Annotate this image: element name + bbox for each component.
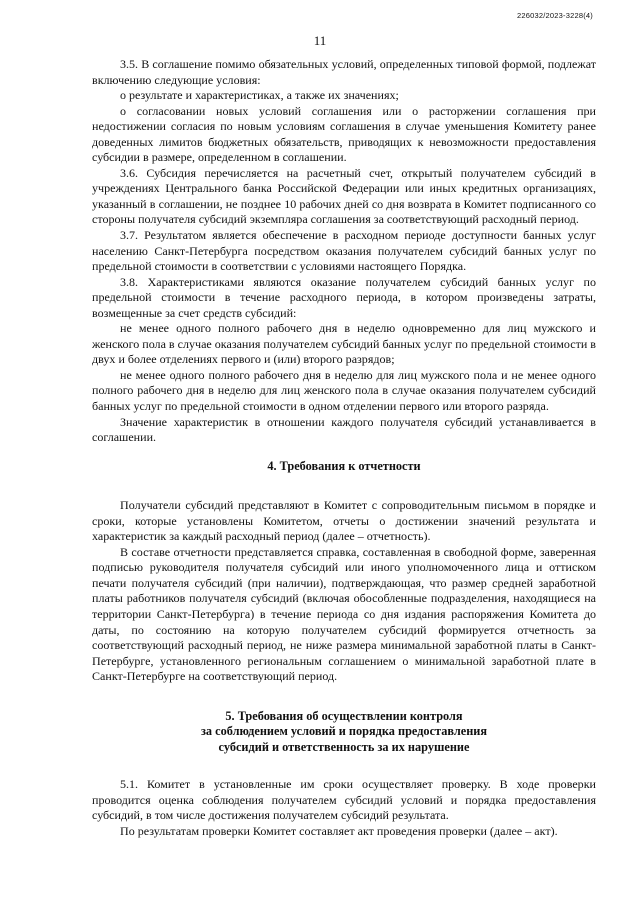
paragraph-5-1: 5.1. Комитет в установленные им сроки осуществляет проверку. В ходе проверки проводится оценка соблюдения получателем субсидий условий и порядка предоставления субсидий, в том числе достижения получателем субсидий результата.: [92, 777, 596, 823]
section-5-heading-line-1: 5. Требования об осуществлении контроля: [225, 708, 463, 723]
section-5-heading-line-3: субсидий и ответственность за их нарушение: [218, 739, 470, 754]
section-4-heading: 4. Требования к отчетности: [267, 458, 421, 473]
paragraph-3-7: 3.7. Результатом является обеспечение в расходном периоде доступности банных услуг населению Санкт-Петербурга посредством оказания получателем субсидий банных услуг по предельной стоимости в соответствии с условиями настоящего Порядка.: [92, 228, 596, 274]
document-registration-number: 226032/2023-3228(4): [517, 11, 593, 20]
paragraph-5-1-act: По результатам проверки Комитет составляет акт проведения проверки (далее – акт).: [120, 823, 558, 838]
paragraph-4-certificate: В составе отчетности представляется справка, составленная в свободной форме, заверенная подписью руководителя получателя субсидий или иного уполномоченного лица и оттиском печати получателя субсидий (при наличии), подтверждающая, что размер средней заработной платы работников получателя субсидий (включая обособленные подразделения, находящиеся на территории Санкт-Петербурга) в течение периода со дня издания распоряжения Комитета до даты, по состоянию на которую получателем субсидий формируется отчетность за соответствующий расходный период, не ниже размера минимальной заработной платы в Санкт-Петербурге, установленного региональным соглашением о минимальной заработной плате в Санкт-Петербурге на соответствующий период.: [92, 544, 596, 684]
paragraph-3-6: 3.6. Субсидия перечисляется на расчетный счет, открытый получателем субсидий в учреждениях Центрального банка Российской Федерации или иных кредитных организациях, указанный в соглашении, не позднее 10 рабочих дней со дня возврата в Комитет подписанного со стороны получателя субсидий экземпляра соглашения за соответствующий расходный период.: [92, 165, 596, 227]
section-5-heading: [92, 709, 596, 756]
paragraph-3-8-item-two-branches: не менее одного полного рабочего дня в неделю одновременно для лиц мужского и женского пола в случае оказания получателем субсидий банных услуг по предельной стоимости в двух и более отделениях первого и (или) второго разрядов;: [92, 321, 596, 367]
document-body: [92, 57, 596, 839]
paragraph-3-5-item-result: о результате и характеристиках, а также их значениях;: [120, 88, 399, 103]
paragraph-3-8-item-one-branch: не менее одного полного рабочего дня в неделю для лиц мужского пола и не менее одного полного рабочего дня в неделю для лиц женского пола в случае оказания получателем субсидий банных услуг по предельной стоимости в одном отделении первого или второго разряда.: [92, 367, 596, 414]
section-5-heading-line-2: за соблюдением условий и порядка предоставления: [200, 724, 488, 739]
paragraph-3-8: 3.8. Характеристиками являются оказание получателем субсидий банных услуг по предельной стоимости в течение расходного периода, в котором произведены затраты, возмещенные за счет средств субсидий:: [92, 274, 596, 320]
page-number: 11: [313, 33, 327, 48]
paragraph-3-5: 3.5. В соглашение помимо обязательных условий, определенных типовой формой, подлежат включению следующие условия:: [92, 57, 596, 87]
paragraph-characteristics-value: Значение характеристик в отношении каждого получателя субсидий устанавливается в соглашении.: [92, 414, 596, 445]
paragraph-4-reports: Получатели субсидий представляют в Комитет с сопроводительным письмом в порядке и сроки, которые установлены Комитетом, отчеты о достижении значений результата и характеристик за каждый расходный период (далее – отчетность).: [92, 498, 596, 544]
paragraph-3-5-item-agreement: о согласовании новых условий соглашения или о расторжении соглашения при недостижении согласия по новым условиям соглашения в случае уменьшения Комитету ранее доведенных лимитов бюджетных обязательств, приводящих к невозможности предоставления субсидии в размере, определенном в соглашении.: [92, 103, 596, 165]
